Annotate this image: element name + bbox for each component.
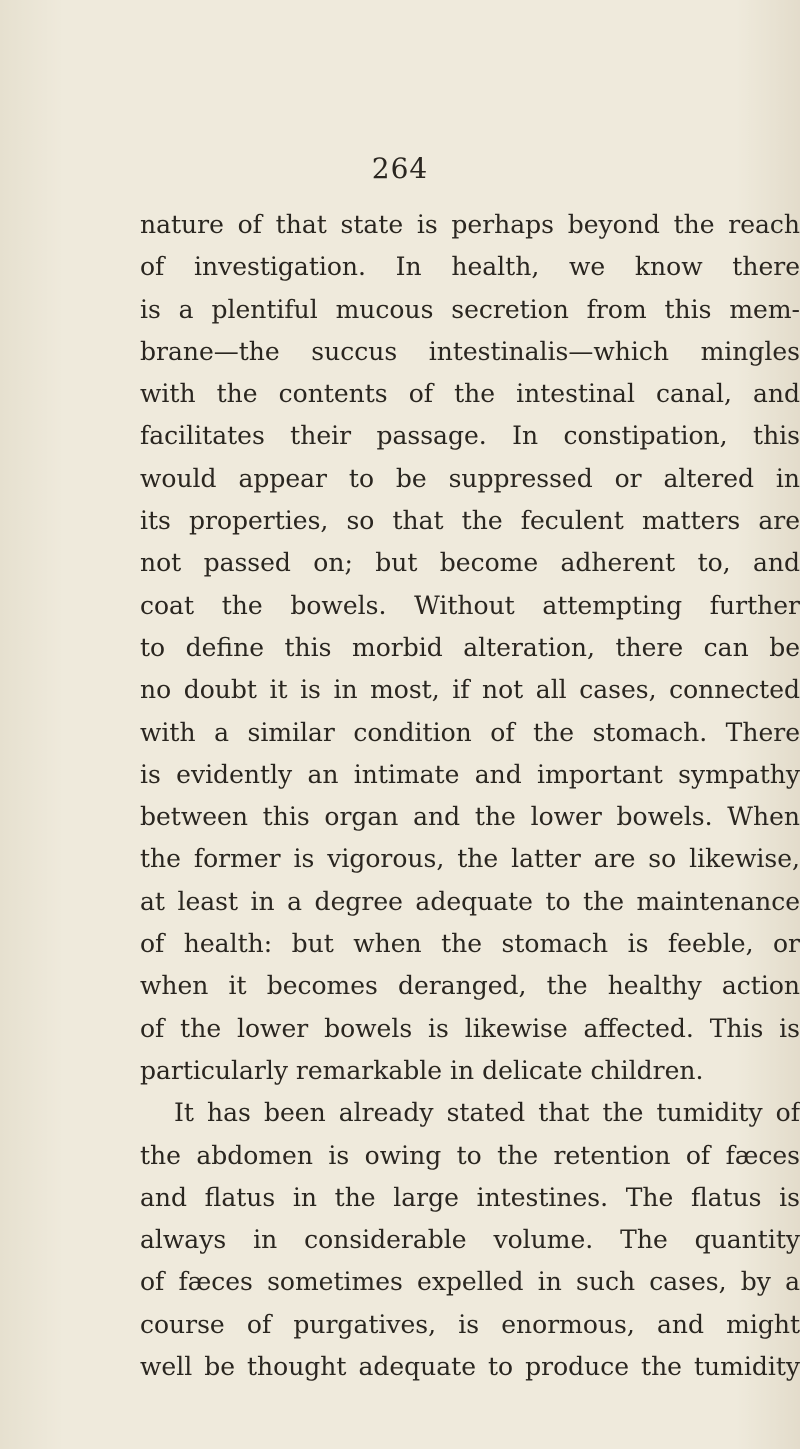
- text-line: nature of that state is perhaps beyond the reach: [140, 210, 800, 239]
- text-line: not passed on; but become adherent to, and: [140, 548, 800, 578]
- text-line: facilitates their passage. In constipation, this: [140, 421, 800, 451]
- text-line: always in considerable volume. The quantity: [140, 1225, 800, 1255]
- text-line: with the contents of the intestinal canal, and: [140, 379, 800, 409]
- text-line: at least in a degree adequate to the maintenance: [140, 886, 800, 916]
- text-line: would appear to be suppressed or altered in: [140, 463, 800, 493]
- page-number: 264: [371, 152, 429, 185]
- text-line: particularly remarkable in delicate children.: [140, 1055, 704, 1085]
- text-line: when it becomes deranged, the healthy action: [140, 971, 800, 1001]
- text-line: and flatus in the large intestines. The flatus is: [140, 1182, 800, 1212]
- text-line: brane—the succus intestinalis—which mingles: [140, 336, 800, 366]
- text-line: well be thought adequate to produce the tumidity: [140, 1352, 800, 1382]
- text-line: is evidently an intimate and important sympathy: [140, 759, 800, 789]
- text-line: of fæces sometimes expelled in such cases, by a: [140, 1267, 800, 1297]
- text-line: between this organ and the lower bowels. When: [140, 802, 800, 832]
- text-line: its properties, so that the feculent matters are: [140, 506, 800, 536]
- text-line: It has been already stated that the tumidity of: [174, 1098, 800, 1128]
- text-line: no doubt it is in most, if not all cases, connected: [140, 675, 800, 705]
- text-line: to define this morbid alteration, there can be: [140, 632, 800, 662]
- text-line: of health: but when the stomach is feeble, or: [140, 929, 800, 959]
- text-line: of investigation. In health, we know there: [140, 252, 800, 282]
- text-line: the former is vigorous, the latter are so likewise,: [140, 844, 800, 874]
- text-line: the abdomen is owing to the retention of fæces: [140, 1140, 800, 1170]
- body-text: [140, 204, 800, 1388]
- text-line: coat the bowels. Without attempting further: [140, 590, 800, 620]
- text-line: course of purgatives, is enormous, and might: [140, 1309, 800, 1339]
- text-line: with a similar condition of the stomach. There: [140, 717, 800, 747]
- text-line: of the lower bowels is likewise affected. This is: [140, 1013, 800, 1043]
- text-line: is a plentiful mucous secretion from this mem-: [140, 294, 800, 324]
